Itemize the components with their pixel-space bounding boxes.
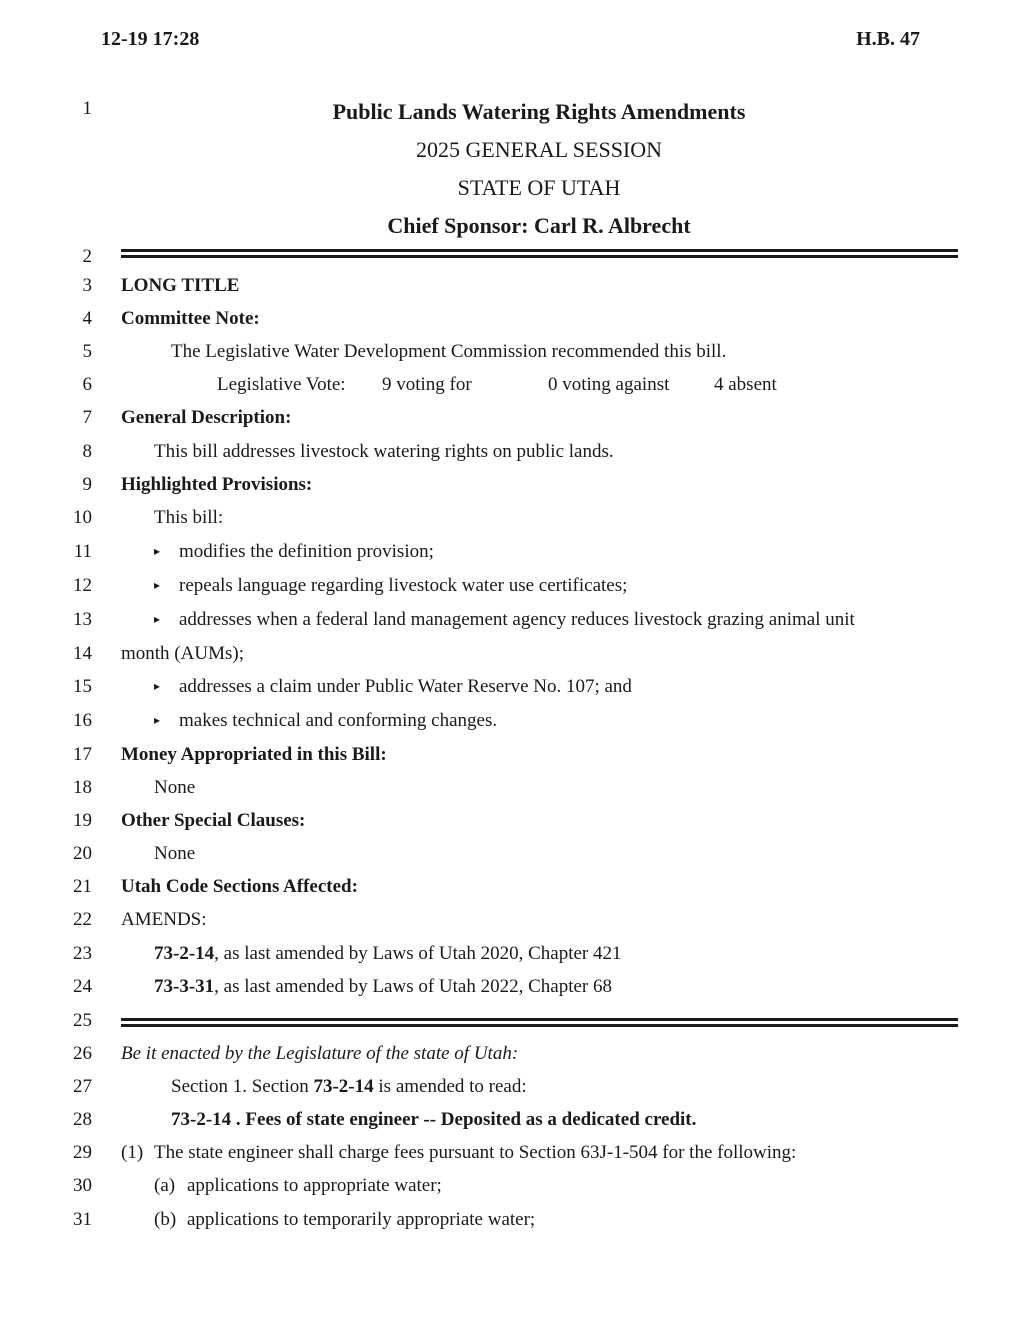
line-number: 21 (73, 876, 92, 897)
line-number: 7 (82, 407, 92, 428)
line-number: 16 (73, 710, 92, 731)
list-item (154, 541, 434, 563)
subparagraph-label: (a) (154, 1175, 176, 1196)
line-number: 17 (73, 744, 92, 765)
list-item (154, 710, 497, 732)
list-item (154, 575, 627, 597)
line-number: 26 (73, 1043, 92, 1064)
paragraph-label: (1) (121, 1142, 144, 1163)
double-rule-top-second (121, 255, 958, 258)
line-number: 12 (73, 575, 92, 596)
provision-text: addresses when a federal land management agency reduces livestock grazing animal unit (179, 609, 855, 630)
line-number: 31 (73, 1209, 92, 1230)
general-description-text: This bill addresses livestock watering rights on public lands. (154, 441, 614, 462)
header-timestamp: 12-19 17:28 (101, 28, 200, 50)
paragraph-text: The state engineer shall charge fees pursuant to Section 63J-1-504 for the following: (154, 1142, 797, 1163)
section-intro-suffix: is amended to read: (373, 1076, 527, 1097)
double-rule-top (121, 249, 958, 252)
session-label: 2025 GENERAL SESSION (415, 137, 663, 162)
list-item (154, 676, 632, 698)
chief-sponsor: Chief Sponsor: Carl R. Albrecht (387, 213, 691, 238)
section-intro-text: Section 1. Section (171, 1076, 314, 1097)
subparagraph-a (154, 1175, 442, 1197)
line-number: 22 (73, 909, 92, 930)
subparagraph-text: applications to appropriate water; (187, 1175, 442, 1196)
special-clauses-heading: Other Special Clauses: (121, 810, 306, 831)
provision-text: addresses a claim under Public Water Reserve No. 107; and (179, 676, 632, 697)
provision-text: repeals language regarding livestock water use certificates; (179, 575, 628, 596)
amended-section (154, 976, 612, 998)
line-number: 14 (73, 643, 92, 664)
section-intro-code: 73-2-14 (313, 1076, 374, 1097)
bullet-icon: ▸ (154, 578, 161, 592)
section-heading: 73-2-14 . Fees of state engineer -- Deposited as a dedicated credit. (171, 1109, 697, 1130)
committee-note-heading: Committee Note: (121, 308, 260, 329)
subparagraph-label: (b) (154, 1209, 177, 1230)
line-number: 5 (82, 341, 92, 362)
line-number: 29 (73, 1142, 92, 1163)
bullet-icon: ▸ (154, 544, 161, 558)
bullet-icon: ▸ (154, 679, 161, 693)
line-number: 2 (82, 246, 92, 267)
line-number: 1 (82, 98, 92, 119)
bullet-icon: ▸ (154, 612, 161, 626)
section-number: 73-3-31 (154, 976, 215, 997)
line-number: 9 (82, 474, 92, 495)
line-number: 10 (73, 507, 92, 528)
section-intro (171, 1076, 527, 1098)
bullet-icon: ▸ (154, 713, 161, 727)
line-number: 20 (73, 843, 92, 864)
line-number: 25 (73, 1010, 92, 1031)
highlighted-provisions-heading: Highlighted Provisions: (121, 474, 313, 495)
section-number: 73-2-14 (154, 943, 215, 964)
provision-text: makes technical and conforming changes. (179, 710, 498, 731)
line-number: 13 (73, 609, 92, 630)
provision-text: modifies the definition provision; (179, 541, 434, 562)
state-label: STATE OF UTAH (457, 175, 621, 200)
line-number: 3 (82, 275, 92, 296)
line-number: 30 (73, 1175, 92, 1196)
committee-note-text: The Legislative Water Development Commission recommended this bill. (171, 341, 727, 362)
line-number: 6 (82, 374, 92, 395)
provision-continuation: month (AUMs); (121, 643, 244, 664)
money-appropriated-heading: Money Appropriated in this Bill: (121, 744, 387, 765)
line-number: 19 (73, 810, 92, 831)
legislative-vote-label: Legislative Vote: (217, 374, 346, 395)
vote-for: 9 voting for (382, 374, 472, 395)
line-number: 27 (73, 1076, 92, 1097)
line-number: 11 (73, 541, 92, 562)
amended-section (154, 943, 622, 965)
special-clauses-text: None (154, 843, 196, 864)
bill-title: Public Lands Watering Rights Amendments (332, 99, 746, 124)
general-description-heading: General Description: (121, 407, 292, 428)
line-number: 4 (82, 308, 92, 329)
subparagraph-text: applications to temporarily appropriate water; (187, 1209, 536, 1230)
enacting-clause: Be it enacted by the Legislature of the state of Utah: (121, 1043, 519, 1064)
bill-number: H.B. 47 (856, 28, 920, 50)
line-number: 28 (73, 1109, 92, 1130)
sections-affected-heading: Utah Code Sections Affected: (121, 876, 358, 897)
list-item (154, 609, 855, 631)
double-rule-bottom (121, 1018, 958, 1021)
line-number: 18 (73, 777, 92, 798)
highlighted-intro: This bill: (154, 507, 224, 528)
amends-label: AMENDS: (121, 909, 207, 930)
double-rule-bottom-second (121, 1024, 958, 1027)
vote-against: 0 voting against (548, 374, 670, 395)
section-history: , as last amended by Laws of Utah 2022, Chapter 68 (214, 976, 613, 997)
line-number: 8 (82, 441, 92, 462)
vote-absent: 4 absent (714, 374, 777, 395)
subparagraph-b (154, 1209, 535, 1231)
line-number: 15 (73, 676, 92, 697)
line-number: 24 (73, 976, 92, 997)
section-history: , as last amended by Laws of Utah 2020, Chapter 421 (214, 943, 622, 964)
money-appropriated-text: None (154, 777, 196, 798)
line-number: 23 (73, 943, 92, 964)
paragraph-1 (121, 1142, 796, 1164)
long-title-heading: LONG TITLE (121, 275, 240, 296)
